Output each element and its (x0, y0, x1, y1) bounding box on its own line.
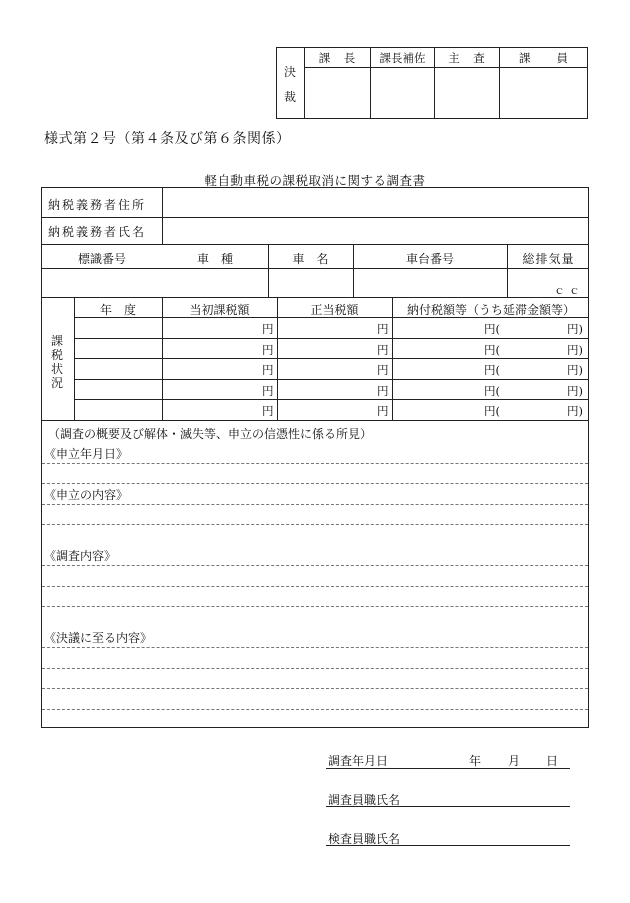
section-filing-content: 《申立の内容》 (44, 488, 129, 502)
approval-header-chief: 課 長 (318, 51, 357, 65)
yen-mark: 円) (567, 363, 583, 377)
inspector-label: 検査員職氏名 (328, 832, 401, 846)
form-number: 様式第２号（第４条及び第６条関係） (44, 131, 291, 147)
fiscal-year-header: 年 度 (99, 303, 136, 317)
tax-status-label-char: 税 (51, 348, 64, 362)
document-title: 軽自動車税の課税取消に関する調査書 (204, 173, 426, 188)
survey-date-label: 調査年月日 (328, 754, 389, 768)
paid-tax-header: 納付税額等（うち延滞金額等） (406, 303, 575, 317)
yen-mark: 円 (377, 343, 389, 357)
cc-unit: ｃｃ (554, 284, 584, 297)
investigator-line (326, 806, 570, 807)
address-label: 納税義務者住所 (48, 198, 147, 212)
yen-mark: 円 (377, 322, 389, 336)
survey-date-day: 日 (546, 754, 559, 768)
yen-mark: 円( (484, 343, 500, 357)
approval-header-inspector: 主 査 (448, 51, 486, 65)
yen-mark: 円 (262, 343, 274, 357)
tax-status-label-char: 課 (51, 334, 64, 348)
displacement-header: 総排気量 (522, 252, 575, 266)
opinion-heading: （調査の概要及び解体・滅失等、申立の信憑性に係る所見） (48, 427, 373, 441)
name-label: 納税義務者氏名 (48, 225, 147, 239)
yen-mark: 円) (567, 384, 583, 398)
initial-tax-header: 当初課税額 (189, 303, 250, 317)
yen-mark: 円( (484, 384, 500, 398)
yen-mark: 円) (567, 343, 583, 357)
yen-mark: 円( (484, 404, 500, 418)
tax-status-label-char: 状 (51, 362, 64, 376)
yen-mark: 円 (377, 404, 389, 418)
yen-mark: 円 (262, 363, 274, 377)
section-decision: 《決議に至る内容》 (44, 631, 153, 645)
vehicle-name-header: 車 名 (292, 252, 329, 266)
approval-header-staff: 課 員 (519, 51, 569, 65)
approval-label-char: 裁 (284, 90, 297, 104)
survey-date-year: 年 (469, 754, 482, 768)
yen-mark: 円( (484, 322, 500, 336)
survey-date-month: 月 (508, 754, 521, 768)
yen-mark: 円) (567, 322, 583, 336)
section-investigation: 《調査内容》 (44, 549, 117, 563)
vehicle-type-header: 車 種 (196, 252, 233, 266)
approval-box (276, 47, 588, 119)
yen-mark: 円( (484, 363, 500, 377)
yen-mark: 円 (377, 384, 389, 398)
correct-tax-header: 正当税額 (310, 303, 359, 317)
approval-label-char: 決 (284, 65, 297, 79)
yen-mark: 円 (262, 384, 274, 398)
yen-mark: 円 (262, 404, 274, 418)
yen-mark: 円 (377, 363, 389, 377)
survey-date-line (326, 768, 570, 769)
plate-number-header: 標識番号 (77, 252, 126, 266)
investigator-label: 調査員職氏名 (328, 793, 401, 807)
section-filing-date: 《申立年月日》 (44, 447, 129, 461)
yen-mark: 円 (262, 322, 274, 336)
yen-mark: 円) (567, 404, 583, 418)
survey-table (41, 187, 589, 728)
tax-status-label-char: 況 (51, 376, 64, 390)
chassis-number-header: 車台番号 (405, 252, 454, 266)
approval-header-line (304, 67, 587, 68)
inspector-line (326, 845, 570, 846)
approval-header-deputy: 課長補佐 (379, 51, 426, 65)
